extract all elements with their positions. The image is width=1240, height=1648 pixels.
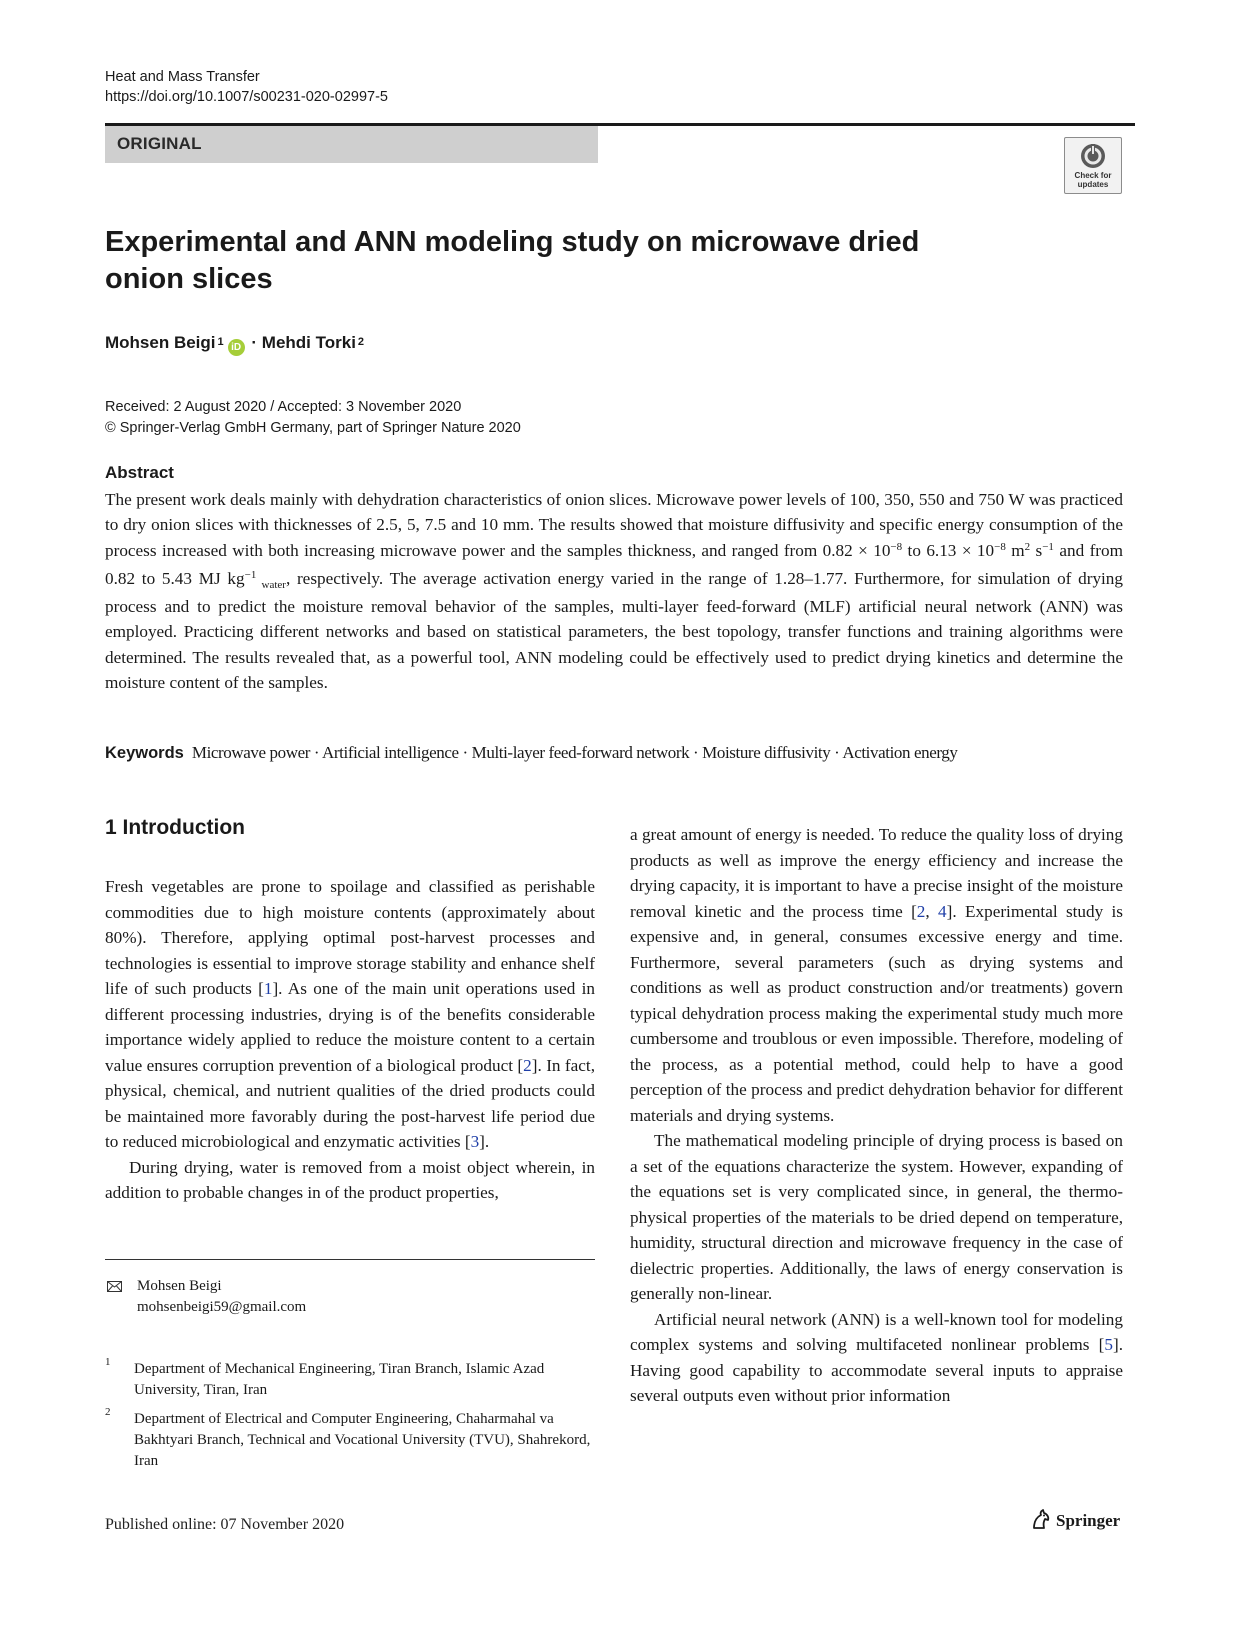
- affiliation: Department of Mechanical Engineering, Tiran Branch, Islamic Azad University, Tiran, Iran: [134, 1361, 545, 1398]
- publisher-logo: [1030, 1508, 1120, 1531]
- paragraph: a great amount of energy is needed. To reduce the quality loss of drying products as well as improve the energy efficiency and increase the drying capacity, it is important to have a precise insight of the moisture removal kinetic and the process time [2, 4]. Experimental study is expensive and, in general, consumes excessive energy and time. Furthermore, several parameters (such as drying systems and conditions as well as product construction and/or treatments) govern typical dehydration process making the experimental study much more cumbersome and troublous or even impossible. Therefore, modeling of the process, as a potential method, could help to have a good perception of the process and predict dehydration behavior for different materials and drying systems.: [630, 825, 1123, 1125]
- paragraph: Artificial neural network (ANN) is a well-known tool for modeling complex systems and solving multifaceted nonlinear problems [5]. Having good capability to accommodate several inputs to appraise several outputs even without prior information: [630, 1309, 1123, 1405]
- citation-link[interactable]: 1: [263, 979, 273, 998]
- copyright-line: © Springer-Verlag GmbH Germany, part of Springer Nature 2020: [105, 420, 521, 436]
- check-for-updates-icon: [1079, 142, 1107, 170]
- keywords: [105, 741, 1125, 765]
- affiliation-number: 1: [105, 1356, 111, 1368]
- corresponding-author-name: Mohsen Beigi: [137, 1278, 222, 1294]
- author-name[interactable]: Mohsen Beigi: [105, 333, 216, 352]
- citation-link[interactable]: 2: [523, 1055, 532, 1075]
- citation-link[interactable]: 2: [916, 901, 926, 921]
- author-affil-marker: 1: [217, 336, 224, 348]
- citation-link[interactable]: 5: [1104, 1335, 1113, 1354]
- body-column-right: [630, 822, 1123, 1409]
- author-affil-marker: 2: [357, 336, 365, 348]
- received-accepted-dates: Received: 2 August 2020 / Accepted: 3 November 2020: [105, 399, 462, 415]
- corresponding-author: [137, 1276, 306, 1318]
- author-list: [105, 331, 364, 357]
- paragraph: Fresh vegetables are prone to spoilage and classified as perishable commodities due to high moisture contents (approximately about 80%). Therefore, applying optimal post-harvest processes and technologies is essential to improve storage stability and enhance shelf life of such products [1]. As one of the main unit operations used in different processing industries, drying is of the benefits considerable importance widely applied to reduce the moisture content to a certain value ensures corruption prevention of a biological product [2]. In fact, physical, chemical, and nutrient qualities of the dried products could be maintained more favorably during the post-harvest life period due to reduced microbiological and enzymatic activities [3].: [105, 877, 595, 1151]
- springer-horse-icon: [1030, 1508, 1052, 1530]
- keywords-list: Microwave power · Artificial intelligence · Multi-layer feed-forward network · Moisture diffusivity · Activation energy: [191, 743, 958, 762]
- author-name[interactable]: Mehdi Torki: [261, 333, 356, 352]
- check-for-updates-label: Check for updates: [1074, 171, 1112, 189]
- affiliation-number: 2: [105, 1406, 111, 1418]
- orcid-icon[interactable]: iD: [228, 339, 245, 356]
- abstract-heading: Abstract: [105, 463, 174, 482]
- check-for-updates-badge[interactable]: [1064, 137, 1122, 194]
- citation-link[interactable]: 3: [470, 1132, 480, 1151]
- keywords-label: Keywords: [105, 744, 184, 762]
- affiliation: Department of Electrical and Computer Engineering, Chaharmahal va Bakhtyari Branch, Technical and Vocational University (TVU), Shahrekord, Iran: [134, 1411, 591, 1469]
- doi-link[interactable]: https://doi.org/10.1007/s00231-020-02997-5: [105, 89, 388, 105]
- paragraph: The mathematical modeling principle of drying process is based on a set of the equations characterize the system. However, expanding of the equations set is very complicated since, in general, the thermo-physical properties of the materials to be dried depend on temperature, humidity, structural direction and microwave frequency in the case of dielectric properties. Additionally, the laws of energy conservation is generally non-linear.: [630, 1131, 1123, 1303]
- journal-name: Heat and Mass Transfer: [105, 69, 260, 85]
- section-label: ORIGINAL: [117, 134, 202, 153]
- author-separator: ·: [251, 333, 258, 352]
- citation-link[interactable]: 4: [938, 901, 947, 921]
- footnote-rule: [105, 1259, 595, 1260]
- body-column-left: [105, 874, 595, 1206]
- publisher-name: Springer: [1056, 1511, 1121, 1530]
- paragraph: During drying, water is removed from a moist object wherein, in addition to probable changes in of the product properties,: [105, 1157, 595, 1202]
- section-heading-introduction: 1 Introduction: [105, 816, 245, 839]
- envelope-icon: [107, 1281, 122, 1292]
- corresponding-author-email[interactable]: mohsenbeigi59@gmail.com: [137, 1299, 307, 1315]
- published-online-date: Published online: 07 November 2020: [105, 1516, 345, 1533]
- abstract-body: The present work deals mainly with dehydration characteristics of onion slices. Microwave power levels of 100, 350, 550 and 750 W was practiced to dry onion slices with thicknesses of 2.5, 5, 7.5 and 10 mm. The results showed that moisture diffusivity and specific energy consumption of the process increased with both increasing microwave power and the samples thickness, and ranged from $0.82 \times 10^{-8}$ to $6.13 \times 10^{-8}$ $m^2$ $s^{-1}$ and from 0.82 to 5.43 MJ $kg^{-1}$ $_{water}$, respectively. The average activation energy varied in the range of 1.28–1.77. Furthermore, for simulation of drying process and to predict the moisture removal behavior of the samples, multi-layer feed-forward (MLF) artificial neural network (ANN) was employed. Practicing different networks and based on statistical parameters, the best topology, transfer functions and training algorithms were determined. The results revealed that, as a powerful tool, ANN modeling could be effectively used to predict drying kinetics and determine the moisture content of the samples.: [105, 490, 1123, 693]
- paper-title: Experimental and ANN modeling study on microwave dried onion slices: [105, 226, 920, 295]
- journal-info: [105, 67, 388, 107]
